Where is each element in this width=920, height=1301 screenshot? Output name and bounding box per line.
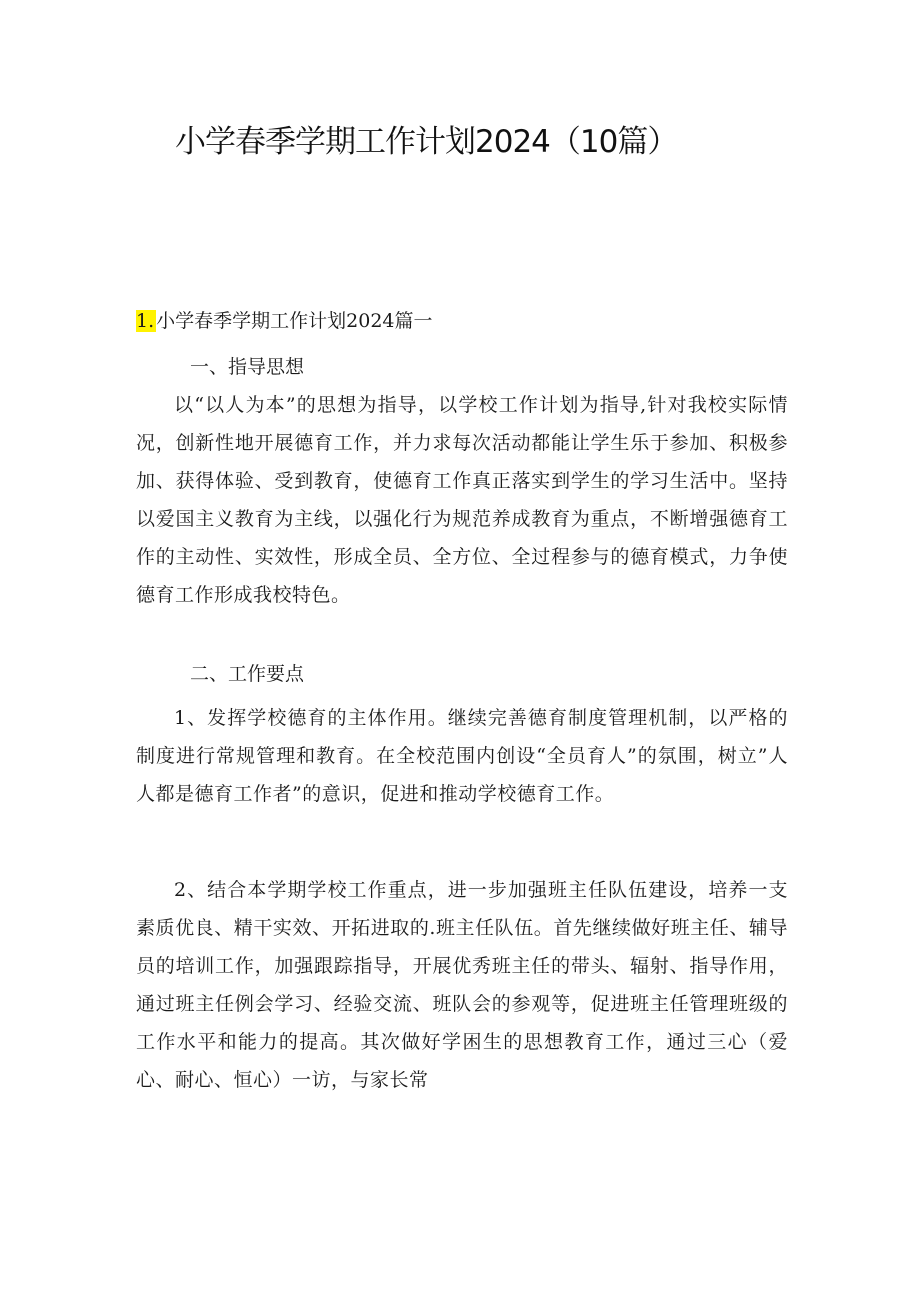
paragraph-text: 2、结合本学期学校工作重点，进一步加强班主任队伍建设，培养一支素质优良、精干实效、开拓进取的.班主任队伍。首先继续做好班主任、辅导员的培训工作，加强跟踪指导，开展优秀班主任的带头、辐射、指导作用，通过班主任例会学习、经验交流、班队会的参观等，促进班主任管理班级的工作水平和能力的提高。其次做好学困生的思想教育工作，通过三心（爱心、耐心、恒心）一访，与家长常 [136,879,788,1091]
paragraph-text: 以“以人为本”的思想为指导，以学校工作计划为指导,针对我校实际情况，创新性地开展德育工作，并力求每次活动都能让学生乐于参加、积极参加、获得体验、受到教育，使德育工作真正落实到学生的学习生活中。坚持以爱国主义教育为主线，以强化行为规范养成教育为重点，不断增强德育工作的主动性、实效性，形成全员、全方位、全过程参与的德育模式，力争使德育工作形成我校特色。 [136,394,788,606]
paragraph-guiding [136,386,788,614]
paragraph-text: 1、发挥学校德育的主体作用。继续完善德育制度管理机制，以严格的制度进行常规管理和教育。在全校范围内创设“全员育人”的氛围，树立”人人都是德育工作者”的意识，促进和推动学校德育工作。 [136,707,788,805]
section-number-highlight: 1. [136,310,155,332]
paragraph-point-2 [136,871,788,1099]
document-title: 小学春季学期工作计划2024（10篇） [175,124,678,160]
heading-key-points: 二、工作要点 [190,663,305,685]
heading-guiding-ideology: 一、指导思想 [190,356,305,378]
section-title: 小学春季学期工作计划2024篇一 [156,310,433,332]
section-heading [136,307,433,335]
paragraph-point-1 [136,699,788,813]
